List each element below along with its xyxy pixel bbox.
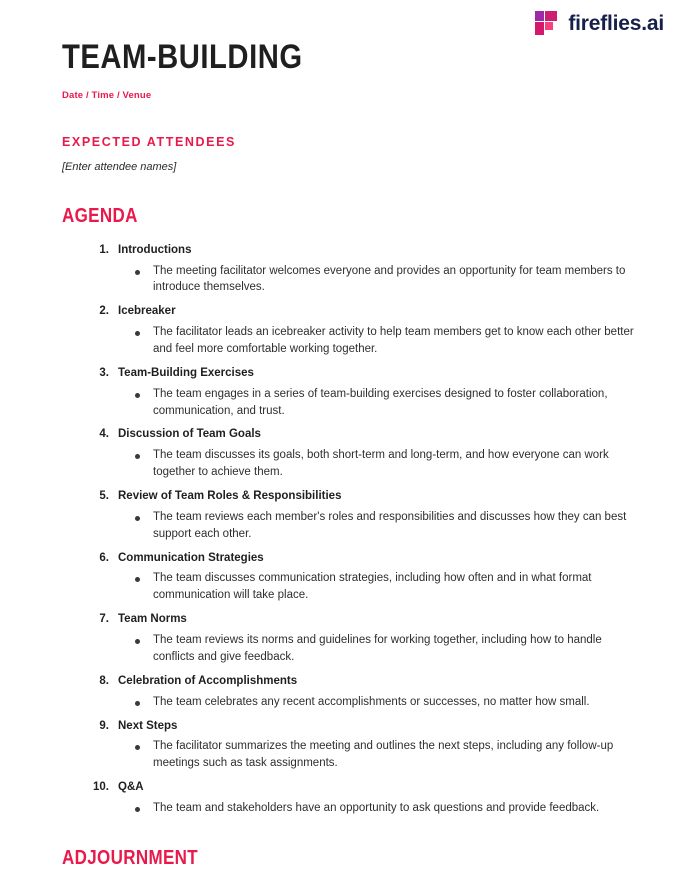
bullet-icon [135,807,140,812]
meeting-meta-line: Date / Time / Venue [62,89,152,101]
bullet-icon [135,701,140,706]
bullet-icon [135,577,140,582]
agenda-item-description: The team reviews each member's roles and responsibilities and discusses how they can best support each other. [153,510,627,540]
agenda-heading: AGENDA [62,204,138,227]
agenda-item-number: 8. [99,674,109,687]
adjournment-heading: ADJOURNMENT [62,846,198,869]
list-item [62,488,646,543]
expected-attendees-label: EXPECTED ATTENDEES [62,134,236,149]
agenda-item-header [62,365,646,383]
agenda-item-detail [62,694,646,711]
agenda-item-number: 2. [99,305,109,318]
agenda-item-header [62,718,646,736]
list-item [62,303,646,358]
agenda-item-detail [62,509,646,543]
agenda-item-header [62,611,646,629]
agenda-item-title: Icebreaker [118,305,176,318]
agenda-item-detail [62,263,646,297]
agenda-item-number: 6. [99,551,109,564]
agenda-item-number: 9. [99,719,109,732]
list-item [62,242,646,297]
agenda-item-number: 1. [99,243,109,256]
list-item [62,426,646,481]
agenda-item-description: The team and stakeholders have an opportunity to ask questions and provide feedback. [153,801,600,814]
agenda-item-title: Team-Building Exercises [118,366,254,379]
agenda-item-title: Discussion of Team Goals [118,428,261,441]
agenda-item-number: 5. [99,490,109,503]
bullet-icon [135,745,140,750]
bullet-icon [135,331,140,336]
agenda-item-description: The team celebrates any recent accomplishments or successes, no matter how small. [153,695,590,708]
agenda-item-description: The facilitator leads an icebreaker activity to help team members get to know each other better and feel more comfortable working together. [153,326,634,355]
agenda-item-header [62,779,646,797]
document-body [62,0,646,870]
agenda-item-header [62,673,646,691]
bullet-icon [135,516,140,521]
agenda-item-header [62,426,646,444]
bullet-icon [135,454,140,459]
agenda-item-description: The facilitator summarizes the meeting and outlines the next steps, including any follow-up meetings such as task assignments. [153,740,614,770]
bullet-icon [135,639,140,644]
list-item [62,611,646,666]
bullet-icon [135,270,140,275]
agenda-item-detail [62,386,646,420]
agenda-item-title: Team Norms [118,613,187,626]
agenda-item-description: The team engages in a series of team-building exercises designed to foster collaboration, communication, and trust. [153,387,608,417]
agenda-item-title: Next Steps [118,719,178,732]
agenda-item-header [62,242,646,260]
agenda-item-title: Communication Strategies [118,551,264,564]
agenda-item-header [62,303,646,321]
bullet-icon [135,393,140,398]
attendee-names-placeholder[interactable]: [Enter attendee names] [62,160,177,173]
list-item [62,779,646,817]
agenda-item-title: Review of Team Roles & Responsibilities [118,490,342,503]
agenda-item-title: Celebration of Accomplishments [118,674,298,687]
agenda-item-detail [62,447,646,481]
list-item [62,365,646,420]
agenda-item-header [62,550,646,568]
list-item [62,673,646,711]
agenda-item-description: The meeting facilitator welcomes everyone and provides an opportunity for team members to introduce themselves. [153,264,626,294]
agenda-item-detail [62,738,646,772]
agenda-item-header [62,488,646,506]
list-item [62,550,646,605]
agenda-item-description: The team discusses its goals, both short-term and long-term, and how everyone can work together to achieve them. [153,449,609,479]
agenda-item-detail [62,800,646,817]
agenda-item-detail [62,324,646,358]
list-item [62,718,646,773]
agenda-list [62,242,646,817]
agenda-item-number: 7. [99,613,109,626]
agenda-item-number: 10. [93,781,109,794]
agenda-item-number: 4. [99,428,109,441]
page-title: TEAM-BUILDING [62,38,303,76]
agenda-item-detail [62,570,646,604]
agenda-item-description: The team discusses communication strategies, including how often and in what format communication will take place. [153,572,592,602]
agenda-item-detail [62,632,646,666]
agenda-item-title: Introductions [118,243,192,256]
agenda-item-title: Q&A [118,781,144,794]
agenda-item-number: 3. [99,366,109,379]
agenda-item-description: The team reviews its norms and guidelines for working together, including how to handle conflicts and give feedback. [153,634,602,663]
brand-wordmark: fireflies.ai [568,11,664,35]
